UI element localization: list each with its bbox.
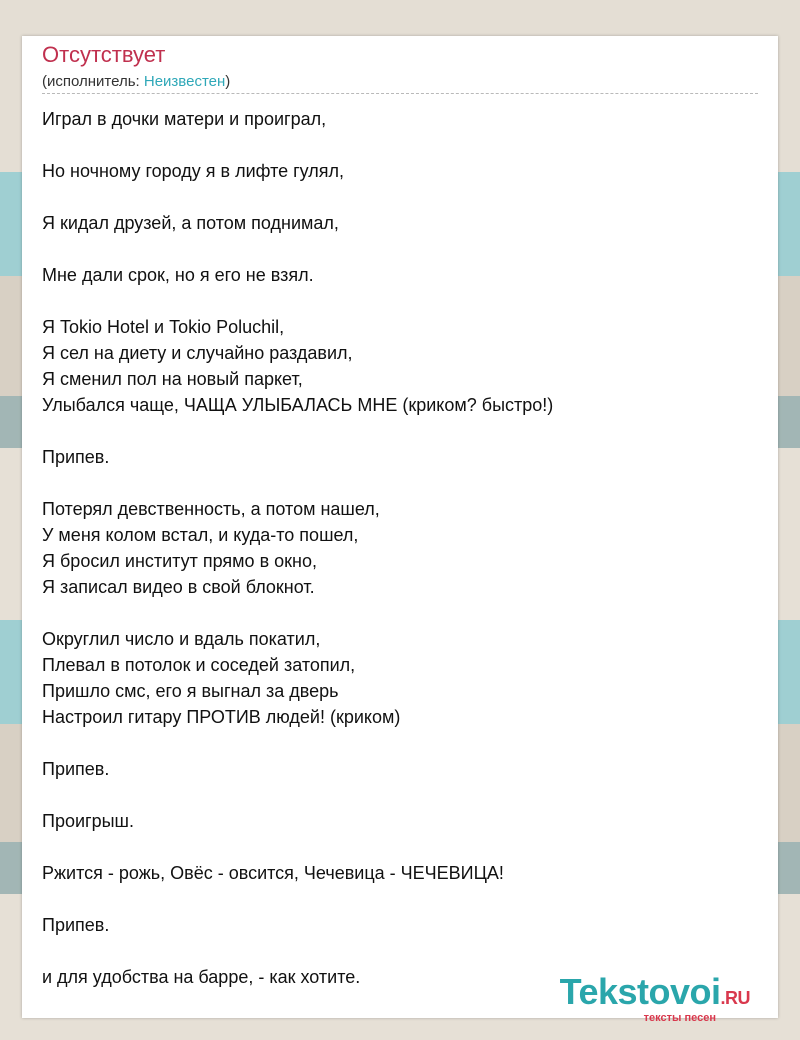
blank-line (42, 938, 762, 964)
lyric-line: Играл в дочки матери и проиграл, (42, 109, 327, 129)
lyric-line: У меня колом встал, и куда-то пошел, (42, 525, 359, 545)
artist-line (42, 73, 230, 90)
lyrics-card (22, 36, 778, 1024)
lyric-line: Я записал видео в свой блокнот. (42, 577, 315, 597)
blank-line (42, 470, 762, 496)
artist-link[interactable]: Неизвестен (143, 73, 226, 90)
site-logo[interactable] (560, 972, 750, 1024)
blank-line (42, 782, 762, 808)
lyrics-body (42, 106, 762, 990)
artist-prefix: (исполнитель: (42, 73, 144, 90)
lyric-line: и для удобства на барре, - как хотите. (42, 967, 361, 987)
lyric-line: Я сел на диету и случайно раздавил, (42, 343, 353, 363)
lyric-line: Плевал в потолок и соседей затопил, (42, 655, 356, 675)
lyric-line: Проигрыш. (42, 811, 134, 831)
song-title: Отсутствует (42, 42, 166, 67)
lyric-line: Мне дали срок, но я его не взял. (42, 265, 314, 285)
lyric-line: Я сменил пол на новый паркет, (42, 369, 303, 389)
blank-line (42, 834, 762, 860)
lyric-line: Округлил число и вдаль покатил, (42, 629, 321, 649)
lyric-line: Припев. (42, 447, 110, 467)
lyric-line: Я бросил институт прямо в окно, (42, 551, 317, 571)
lyric-line: Я кидал друзей, а потом поднимал, (42, 213, 339, 233)
logo-tagline: тексты песен (643, 1012, 716, 1024)
blank-line (42, 886, 762, 912)
lyric-line: Настроил гитару ПРОТИВ людей! (криком) (42, 707, 401, 727)
lyric-line: Я Tokio Hotel и Tokio Poluchil, (42, 317, 285, 337)
lyric-line: Но ночному городу я в лифте гулял, (42, 161, 345, 181)
blank-line (42, 418, 762, 444)
artist-suffix: ) (225, 73, 231, 90)
divider (42, 93, 758, 94)
blank-line (42, 132, 762, 158)
lyric-line: Припев. (42, 915, 110, 935)
lyric-line: Потерял девственность, а потом нашел, (42, 499, 380, 519)
logo-tld: .RU (720, 988, 750, 1008)
lyric-line: Пришло смс, его я выгнал за дверь (42, 681, 339, 701)
lyric-line: Припев. (42, 759, 110, 779)
blank-line (42, 288, 762, 314)
blank-line (42, 184, 762, 210)
lyric-line: Ржится - рожь, Овёс - овсится, Чечевица - ЧЕЧЕВИЦА! (42, 863, 504, 883)
blank-line (42, 236, 762, 262)
blank-line (42, 600, 762, 626)
logo-wordmark: Tekstovoi.RU (559, 971, 750, 1012)
blank-line (42, 730, 762, 756)
lyric-line: Улыбался чаще, ЧАЩА УЛЫБАЛАСЬ МНЕ (криком? быстро!) (42, 395, 554, 415)
